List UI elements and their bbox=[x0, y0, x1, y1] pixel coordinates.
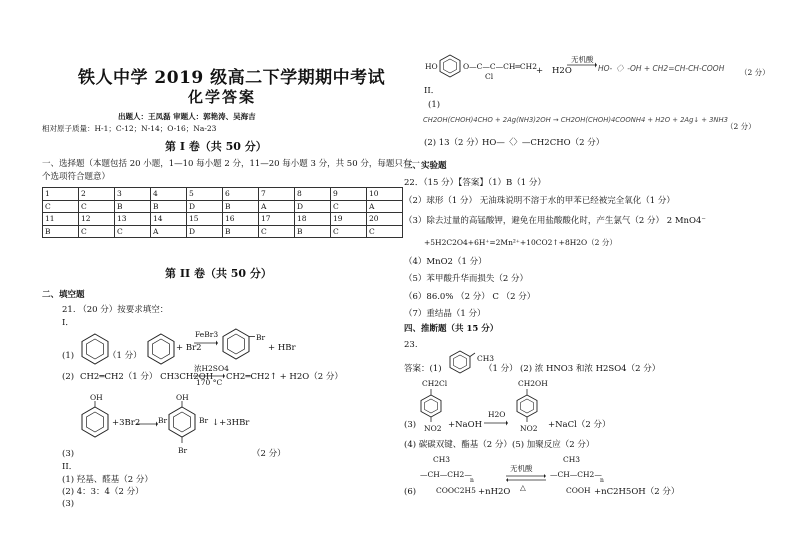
answer-table-cell: 15 bbox=[187, 213, 223, 226]
nitrobenzyl-alcohol-icon bbox=[515, 394, 539, 418]
benzene-reactant-icon bbox=[146, 332, 176, 366]
right-q2-answer: (2) 13（2 分） bbox=[424, 138, 484, 148]
nitrobenzyl-chloride-icon bbox=[419, 394, 443, 418]
polymer2-n: n bbox=[600, 477, 604, 484]
score-2a: （2 分） bbox=[740, 68, 770, 77]
answer-table-cell: 5 bbox=[187, 188, 223, 201]
authors: 出题人：王凤磊 审题人：郭艳涛、吴海吉 bbox=[118, 112, 256, 121]
q23-answer-4: (4) 碳碳双键、酯基（2 分） bbox=[404, 440, 512, 450]
q2-label: (2) bbox=[62, 372, 75, 382]
answer-table-cell: 20 bbox=[367, 213, 403, 226]
part1-heading: 第 I 卷（共 50 分） bbox=[165, 140, 267, 153]
product-ch2oh: CH2OH bbox=[518, 379, 548, 388]
q23-nacl: +NaCl（2 分） bbox=[548, 420, 611, 430]
right-q1-label: (1) bbox=[428, 100, 441, 110]
tribromophenol-br-right: Br bbox=[199, 416, 209, 425]
answer-table-cell: 9 bbox=[331, 188, 367, 201]
answer-table-cell: B bbox=[115, 200, 151, 213]
q23-a3-label: (3) bbox=[404, 420, 417, 430]
answer-table-cell: 4 bbox=[151, 188, 187, 201]
toluene-icon bbox=[448, 350, 472, 374]
ester-cl: Cl bbox=[485, 72, 494, 81]
part1-intro-2: 个选项符合题意） bbox=[42, 172, 111, 182]
answer-table-cell: B bbox=[295, 225, 331, 238]
q23-products: +nC2H5OH（2 分） bbox=[594, 487, 680, 497]
benzene-ring-icon bbox=[80, 332, 110, 366]
answer-table-cell: C bbox=[331, 225, 367, 238]
answer-table-cell: A bbox=[367, 200, 403, 213]
polymer1-ester: COOC2H5 bbox=[436, 486, 476, 495]
answer-table-cell: B bbox=[43, 225, 79, 238]
roman-2: II． bbox=[62, 462, 78, 472]
answer-table-cell: B bbox=[151, 200, 187, 213]
water: H2O bbox=[552, 66, 572, 76]
answer-table-cell: C bbox=[79, 200, 115, 213]
tribromophenol-br-left: Br bbox=[158, 416, 168, 425]
answer-table-cell: A bbox=[151, 225, 187, 238]
section-fill-in: 二、填空题 bbox=[42, 290, 85, 300]
q23-nh2o: +nH2O bbox=[478, 487, 511, 497]
q3-br2: +3Br2 bbox=[112, 418, 141, 428]
part2-heading: 第 II 卷（共 50 分） bbox=[165, 267, 272, 280]
q22-answer-2: （2）球形（1 分） 无油珠说明不溶于水的甲苯已经被完全氧化（1 分） bbox=[404, 196, 675, 206]
answer-table-cell: 14 bbox=[151, 213, 187, 226]
answer-table-cell: 2 bbox=[79, 188, 115, 201]
q23-a3-condition: H2O bbox=[488, 410, 506, 419]
handwritten-silver-mirror-eq: CH2OH(CHOH)4CHO + 2Ag(NH3)2OH → CH2OH(CHOH)4COONH4 + H2O + 2Ag↓ + 3NH3 bbox=[423, 116, 728, 124]
plus-sign: + bbox=[536, 66, 544, 76]
q23-catalyst: 无机酸 bbox=[510, 464, 533, 473]
q22-answer-7: （7）重结晶（1 分） bbox=[404, 309, 486, 319]
answer-table-cell: C bbox=[115, 225, 151, 238]
answer-table-cell: 12 bbox=[79, 213, 115, 226]
answer-table-row bbox=[43, 188, 403, 201]
answer-table-cell: C bbox=[259, 225, 295, 238]
answer-table-cell: C bbox=[367, 225, 403, 238]
atomic-mass: 相对原子质量：H-1；C-12；N-14；O-16；Na-23 bbox=[42, 124, 217, 133]
ii-answer-3: (3) bbox=[62, 499, 75, 509]
answer-table-cell: C bbox=[43, 200, 79, 213]
q1-hbr: + HBr bbox=[268, 343, 296, 353]
q2-condition-bottom: 170 °C bbox=[196, 378, 223, 387]
answer-table-cell: 7 bbox=[259, 188, 295, 201]
polymer1-n: n bbox=[470, 477, 474, 484]
answer-table-cell: 16 bbox=[223, 213, 259, 226]
phenol-oh: OH bbox=[90, 393, 103, 402]
q22-title: 22．（15 分）【答案】（1）B（1 分） bbox=[404, 178, 546, 188]
reactant-ch2cl: CH2Cl bbox=[422, 379, 448, 388]
q3-score: （2 分） bbox=[252, 449, 286, 459]
answer-table-cell: 8 bbox=[295, 188, 331, 201]
tribromophenol-br-bottom: Br bbox=[178, 446, 188, 455]
ester-ho: HO bbox=[425, 62, 438, 71]
polymer1-ch3: CH3 bbox=[433, 455, 451, 464]
q23-answer-5: (5) 加聚反应（2 分） bbox=[512, 440, 595, 450]
exam-subtitle: 化学答案 bbox=[188, 88, 257, 106]
roman-1: I． bbox=[62, 318, 74, 328]
answer-table-cell: 10 bbox=[367, 188, 403, 201]
q23-answer-2: (2) 浓 HNO3 和浓 H2SO4（2 分） bbox=[520, 364, 661, 374]
q22-answer-6: （6）86.0% （2 分） C （2 分） bbox=[404, 292, 536, 302]
reactant-no2: NO2 bbox=[424, 424, 442, 433]
q22-answer-4: （4）MnO2（1 分） bbox=[404, 257, 487, 267]
q23-heat: △ bbox=[520, 483, 526, 492]
answer-table-cell: 13 bbox=[115, 213, 151, 226]
answer-table-cell: 6 bbox=[223, 188, 259, 201]
equilibrium-arrow-icon bbox=[506, 474, 546, 484]
right-roman-2: II． bbox=[424, 86, 440, 96]
reaction-arrow-icon bbox=[484, 420, 508, 426]
q2-eq-right: CH2═CH2↑ + H2O（2 分） bbox=[226, 372, 343, 382]
q23-a1-score: （1 分） bbox=[484, 364, 518, 374]
answer-table-cell: D bbox=[295, 200, 331, 213]
reaction-arrow-icon bbox=[194, 340, 218, 346]
answer-table-row bbox=[43, 225, 403, 238]
q21-title: 21. （20 分）按要求填空： bbox=[62, 305, 169, 315]
ii-answer-2: (2) 4：3：4（2 分） bbox=[62, 487, 144, 497]
answer-table-cell: B bbox=[223, 200, 259, 213]
q23-answer-label: 答案：(1) bbox=[404, 364, 442, 374]
polymer2-ch3: CH3 bbox=[563, 455, 581, 464]
q1-label: (1) bbox=[62, 351, 75, 361]
q1-catalyst: FeBr3 bbox=[195, 330, 219, 339]
answer-table-cell: 11 bbox=[43, 213, 79, 226]
q22-answer-3b: +5H2C2O4+6H⁺=2Mn²⁺+10CO2↑+8H2O（2 分） bbox=[424, 238, 617, 247]
q23-naoh: +NaOH bbox=[448, 420, 483, 430]
tribromophenol-oh: OH bbox=[176, 393, 189, 402]
product-no2: NO2 bbox=[520, 424, 538, 433]
tribromophenol-icon bbox=[167, 405, 197, 439]
exam-title: 铁人中学 2019 级高二下学期期中考试 bbox=[78, 68, 386, 88]
polymer1-chain: —CH—CH2— bbox=[420, 470, 472, 479]
part1-intro: 一、选择题（本题包括 20 小题，1—10 每小题 2 分，11—20 每小题 3 分，共 50 分，每题只有一 bbox=[42, 159, 420, 169]
answer-table-cell: B bbox=[223, 225, 259, 238]
answer-table-cell: 17 bbox=[259, 213, 295, 226]
answer-table-cell: C bbox=[331, 200, 367, 213]
answer-table-cell: C bbox=[79, 225, 115, 238]
right-q2-structure: HO—〈〉—CH2CHO（2 分） bbox=[482, 138, 605, 148]
reaction-arrow-icon bbox=[136, 421, 158, 427]
handwritten-products: HO-〈〉-OH + CH2=CH-CH-COOH bbox=[598, 64, 725, 73]
q1-br: Br bbox=[256, 333, 266, 342]
answer-table-cell: 3 bbox=[115, 188, 151, 201]
q22-answer-3: （3）除去过量的高锰酸钾，避免在用盐酸酸化时，产生氯气（2 分） 2 MnO4⁻ bbox=[404, 216, 706, 226]
q3-hbr: ↓+3HBr bbox=[212, 418, 250, 428]
answer-table-cell: D bbox=[187, 225, 223, 238]
answer-table bbox=[42, 187, 403, 238]
q2-eq-left: CH2═CH2（1 分） CH3CH2OH bbox=[80, 372, 214, 382]
catalyst-inorganic-acid: 无机酸 bbox=[571, 55, 594, 64]
toluene-ch3: CH3 bbox=[477, 354, 495, 363]
answer-table-cell: 19 bbox=[331, 213, 367, 226]
ester-ring-icon bbox=[438, 54, 462, 78]
reaction-arrow-icon bbox=[567, 62, 597, 68]
q23-a6-label: (6) bbox=[404, 487, 417, 497]
section-inference: 四、推断题（共 15 分） bbox=[404, 324, 499, 334]
q23-title: 23. bbox=[404, 340, 418, 350]
section-experiment: 三、实验题 bbox=[404, 161, 447, 171]
polymer2-acid: COOH bbox=[566, 486, 591, 495]
polymer2-chain: —CH—CH2— bbox=[550, 470, 602, 479]
answer-table-row bbox=[43, 213, 403, 226]
q3-label: (3) bbox=[62, 449, 75, 459]
q2-condition-top: 浓H2SO4 bbox=[194, 364, 229, 373]
phenol-icon bbox=[80, 405, 110, 439]
ester-fragment: O—C—C—CH═CH2 bbox=[463, 62, 537, 71]
answer-table-row bbox=[43, 200, 403, 213]
answer-table-cell: A bbox=[259, 200, 295, 213]
q1-br2: + Br2 bbox=[176, 343, 202, 353]
q1-score: （1 分） bbox=[108, 351, 142, 361]
bromobenzene-icon bbox=[221, 327, 251, 361]
answer-table-cell: 1 bbox=[43, 188, 79, 201]
q22-answer-5: （5）苯甲酸升华而损失（2 分） bbox=[404, 274, 529, 284]
ii-answer-1: (1) 羟基、醛基（2 分） bbox=[62, 475, 153, 485]
score-2b: （2 分） bbox=[726, 122, 756, 131]
answer-table-cell: D bbox=[187, 200, 223, 213]
answer-table-cell: 18 bbox=[295, 213, 331, 226]
